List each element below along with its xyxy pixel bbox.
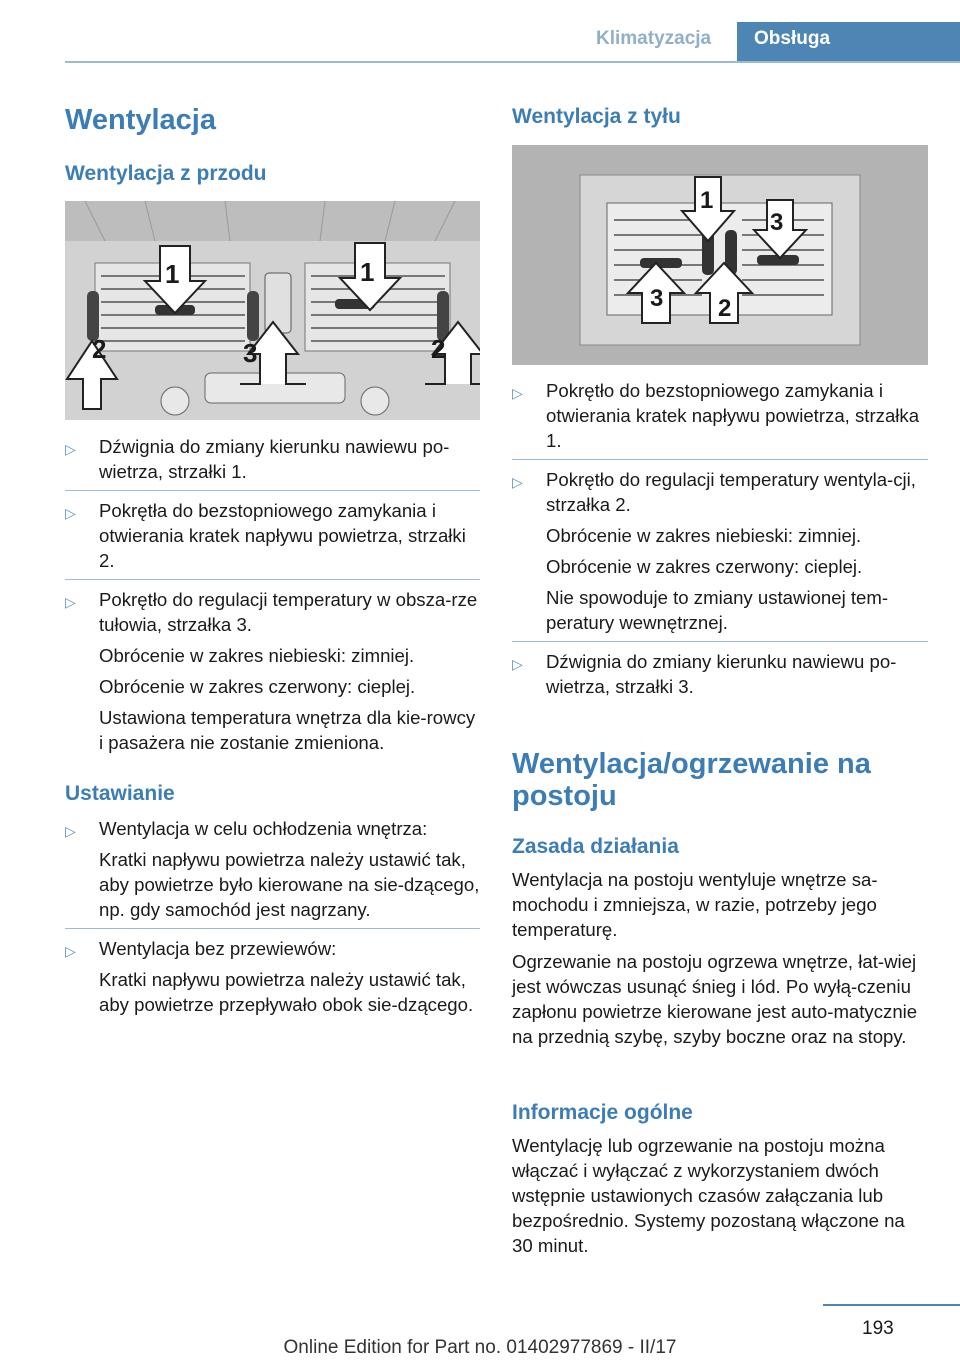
bullet-triangle-icon: ▷ bbox=[65, 594, 76, 610]
front-arrow-label: 3 bbox=[243, 338, 258, 368]
list-item-text: Dźwignia do zmiany kierunku nawiewu po-wietrza, strzałki 1. bbox=[99, 436, 450, 482]
general-info-paragraph: Wentylację lub ogrzewanie na postoju można włączać i wyłączać z wykorzystaniem dwóch wstępnie ustawionych czasów załączania lub bezpośrednio. Systemy pozostaną włączone na 30 minut. bbox=[512, 1135, 905, 1256]
list-item bbox=[512, 649, 928, 699]
list-item-text: Kratki napływu powietrza należy ustawić tak, aby powietrze przepływało obok sie-dzącego. bbox=[99, 969, 474, 1015]
divider bbox=[512, 641, 928, 642]
edition-footer: Online Edition for Part no. 01402977869 - II/17 bbox=[283, 1337, 677, 1358]
bullet-triangle-icon: ▷ bbox=[65, 505, 76, 521]
rear-arrow-label: 3 bbox=[650, 285, 664, 312]
divider bbox=[65, 579, 480, 580]
rear-vents-illustration bbox=[512, 145, 928, 365]
list-item-text: Ustawiona temperatura wnętrza dla kie-rowcy i pasażera nie zostanie zmieniona. bbox=[99, 707, 476, 753]
principle-paragraph: Ogrzewanie na postoju ogrzewa wnętrze, łat-wiej jest wówczas usunąć śnieg i lód. Po wyłą-czeniu zapłonu powietrze kierowane jest auto-matycznie na przednią szybę, szyby boczne oraz na stopy. bbox=[512, 951, 918, 1047]
rear-arrow-label: 1 bbox=[700, 187, 714, 214]
section-tab[interactable]: Klimatyzacja bbox=[596, 28, 712, 49]
list-item-text: Kratki napływu powietrza należy ustawić tak, aby powietrze było kierowane na sie-dzącego, np. gdy samochód jest nagrzany. bbox=[99, 849, 480, 920]
page-title: Wentylacja bbox=[65, 104, 216, 136]
page-header bbox=[0, 22, 960, 62]
divider bbox=[512, 459, 928, 460]
principle-heading: Zasada działania bbox=[512, 835, 679, 858]
front-vents-illustration bbox=[65, 201, 480, 420]
settings-heading: Ustawianie bbox=[65, 782, 175, 805]
list-item-text: Pokrętło do regulacji temperatury w obsza-rze tułowia, strzałka 3. bbox=[99, 589, 478, 635]
rear-ventilation-heading: Wentylacja z tyłu bbox=[512, 105, 681, 128]
front-arrow-label: 1 bbox=[360, 257, 375, 287]
bullet-triangle-icon: ▷ bbox=[512, 385, 523, 401]
bullet-triangle-icon: ▷ bbox=[65, 823, 76, 839]
rear-controls-list bbox=[512, 378, 928, 705]
list-item-text: Dźwignia do zmiany kierunku nawiewu po-wietrza, strzałki 3. bbox=[546, 651, 897, 697]
list-item bbox=[65, 498, 480, 573]
divider bbox=[65, 490, 480, 491]
list-item bbox=[65, 587, 480, 755]
settings-list bbox=[65, 816, 480, 1023]
list-item-text: Pokrętło do regulacji temperatury wentyla-cji, strzałka 2. bbox=[546, 469, 916, 515]
front-vents-figure bbox=[65, 201, 480, 420]
bullet-triangle-icon: ▷ bbox=[512, 474, 523, 490]
list-item bbox=[512, 467, 928, 635]
list-item-text: Wentylacja bez przewiewów: bbox=[99, 938, 337, 959]
list-item bbox=[65, 936, 480, 1017]
parking-ventilation-title: Wentylacja/ogrzewanie na postoju bbox=[512, 748, 871, 812]
rear-arrow-label: 2 bbox=[718, 295, 732, 322]
bullet-triangle-icon: ▷ bbox=[512, 656, 523, 672]
list-item-text: Obrócenie w zakres czerwony: cieplej. bbox=[99, 676, 416, 697]
page-number: 193 bbox=[862, 1318, 894, 1339]
front-arrow-label: 1 bbox=[165, 259, 180, 289]
bullet-triangle-icon: ▷ bbox=[65, 441, 76, 457]
list-item-text: Nie spowoduje to zmiany ustawionej tem-peratury wewnętrznej. bbox=[546, 587, 889, 633]
list-item bbox=[512, 378, 928, 453]
general-info-heading: Informacje ogólne bbox=[512, 1101, 693, 1124]
front-arrow-label: 2 bbox=[92, 334, 107, 364]
front-ventilation-heading: Wentylacja z przodu bbox=[65, 162, 267, 185]
list-item-text: Obrócenie w zakres niebieski: zimniej. bbox=[546, 525, 862, 546]
front-controls-list bbox=[65, 434, 480, 761]
list-item bbox=[65, 816, 480, 922]
chapter-tab[interactable]: Obsługa bbox=[737, 22, 960, 63]
list-item-text: Pokrętła do bezstopniowego zamykania i otwierania kratek napływu powietrza, strzałki 2. bbox=[99, 500, 466, 571]
list-item-text: Wentylacja w celu ochłodzenia wnętrza: bbox=[99, 818, 428, 839]
rear-vents-figure bbox=[512, 145, 928, 365]
header-rule bbox=[65, 61, 960, 63]
divider bbox=[65, 928, 480, 929]
principle-paragraph: Wentylacja na postoju wentyluje wnętrze sa-mochodu i zmniejsza, w razie, potrzeby jego temperaturę. bbox=[512, 869, 878, 940]
list-item bbox=[65, 434, 480, 484]
front-arrow-label: 2 bbox=[431, 334, 446, 364]
list-item-text: Pokrętło do bezstopniowego zamykania i otwierania kratek napływu powietrza, strzałka 1. bbox=[546, 380, 920, 451]
rear-arrow-label: 3 bbox=[770, 209, 784, 236]
list-item-text: Obrócenie w zakres czerwony: cieplej. bbox=[546, 556, 863, 577]
list-item-text: Obrócenie w zakres niebieski: zimniej. bbox=[99, 645, 415, 666]
footer-rule bbox=[823, 1304, 960, 1306]
bullet-triangle-icon: ▷ bbox=[65, 943, 76, 959]
